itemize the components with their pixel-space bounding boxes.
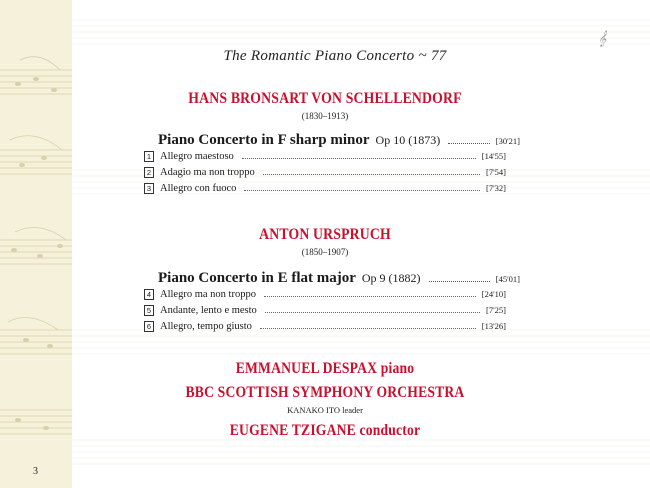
track-number: 1 — [144, 151, 154, 162]
orchestra-credit: BBC SCOTTISH SYMPHONY ORCHESTRA — [185, 384, 465, 401]
track-row — [144, 321, 506, 335]
work-duration: [45'01] — [495, 274, 520, 284]
composer-dates: (1830–1913) — [301, 111, 349, 121]
work-duration: [30'21] — [495, 136, 520, 146]
movement-name: Andante, lento e mesto — [160, 305, 257, 316]
track-row — [144, 167, 506, 181]
track-row — [144, 289, 506, 303]
track-row — [144, 183, 506, 197]
track-number: 5 — [144, 305, 154, 316]
track-row — [144, 151, 506, 165]
dot-leader — [265, 311, 480, 313]
composer-name: HANS BRONSART VON SCHELLENDORF — [188, 90, 462, 107]
dot-leader — [244, 189, 480, 191]
movement-name: Allegro ma non troppo — [160, 289, 256, 300]
movement-name: Allegro, tempo giusto — [160, 321, 252, 332]
page-number: 3 — [33, 466, 38, 477]
movement-duration: [13'26] — [481, 321, 506, 331]
work-title: Piano Concerto in F sharp minor — [158, 132, 370, 148]
work-title: Piano Concerto in E flat major — [158, 270, 356, 286]
track-number: 4 — [144, 289, 154, 300]
movement-duration: [7'25] — [486, 305, 506, 315]
work-title-row — [158, 270, 520, 287]
dot-leader — [448, 142, 490, 144]
movement-duration: [24'10] — [481, 289, 506, 299]
dot-leader — [263, 173, 480, 175]
track-number: 3 — [144, 183, 154, 194]
series-title: The Romantic Piano Concerto ~ 77 — [223, 48, 447, 64]
track-number: 6 — [144, 321, 154, 332]
hyperion-logo-icon: 𝄞 — [598, 32, 607, 47]
dot-leader — [264, 295, 476, 297]
composer-name: ANTON URSPRUCH — [259, 226, 391, 243]
movement-name: Adagio ma non troppo — [160, 167, 255, 178]
work-opus: Op 9 (1882) — [361, 271, 421, 285]
soloist-credit: EMMANUEL DESPAX piano — [235, 360, 415, 377]
movement-name: Allegro con fuoco — [160, 183, 237, 194]
track-number: 2 — [144, 167, 154, 178]
movement-duration: [14'55] — [481, 151, 506, 161]
work-opus: Op 10 (1873) — [375, 133, 441, 147]
movement-duration: [7'32] — [486, 183, 506, 193]
track-row — [144, 305, 506, 319]
composer-dates: (1850–1907) — [301, 247, 349, 257]
dot-leader — [429, 280, 490, 282]
work-title-row — [158, 132, 520, 149]
movement-duration: [7'54] — [486, 167, 506, 177]
conductor-credit: EUGENE TZIGANE conductor — [229, 422, 421, 439]
dot-leader — [260, 327, 476, 329]
leader-credit: KANAKO ITO leader — [287, 405, 363, 415]
movement-name: Allegro maestoso — [160, 151, 234, 162]
dot-leader — [242, 157, 476, 159]
